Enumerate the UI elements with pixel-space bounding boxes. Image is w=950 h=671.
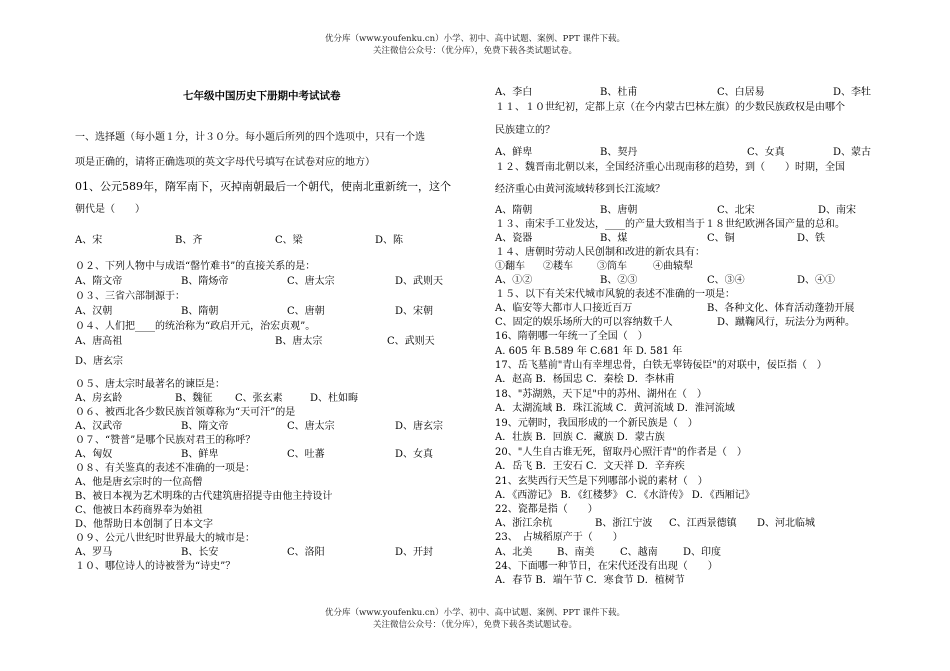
q14-item-4: ④曲辕犁 (653, 261, 693, 272)
q10-option-d: D、李牡 (833, 87, 872, 98)
q13-option-d: D、铁 (797, 233, 826, 244)
q21-options: A．《西游记》 B．《红楼梦》 C．《水浒传》 D．《西厢记》 (495, 490, 755, 501)
q11-option-a: A、鲜卑 (495, 147, 533, 158)
q1-option-a: A、宋 (75, 235, 103, 246)
q23-option-b: B、南美 (557, 547, 595, 558)
q9-option-d: D、开封 (395, 547, 434, 558)
q14-item-3: ③筒车 (597, 261, 627, 272)
q7-option-a: A、匈奴 (75, 449, 113, 460)
q9-option-c: C、洛阳 (287, 547, 325, 558)
header-line-1: 优分库（www.youfenku.cn）小学、初中、高中试题、案例、PPT 课件下载。 (325, 34, 625, 44)
section-1-instruction-a: 一、选择题（每小题１分，计３０分。每小题后所列的四个选项中，只有一个选 (75, 132, 425, 143)
q7-option-d: D、女真 (395, 449, 434, 460)
q15-option-a: A、临安等大都市人口接近百万 (495, 303, 633, 314)
q22-option-d: D、河北临城 (757, 518, 816, 529)
q13-option-b: B、煤 (600, 233, 628, 244)
header-line-2: 关注微信公众号：（优分库），免费下载各类试题试卷。 (372, 46, 577, 56)
q8-option-a: A、他是唐玄宗时的一位高僧 (75, 477, 203, 488)
q19-stem: 19、元朝时，我国形成的一个新民族是（ ） (495, 418, 698, 429)
q23-option-c: C、越南 (620, 547, 658, 558)
q15-option-d: D、蹴鞠风行，玩法分为两种。 (717, 317, 856, 328)
q10-option-a: A、李白 (495, 87, 533, 98)
exam-title: 七年级中国历史下册期中考试试卷 (183, 90, 341, 102)
q6-option-a: A、汉武帝 (75, 421, 123, 432)
q19-options: A．壮族 B．回族 C．藏族 D．蒙古族 (495, 432, 665, 443)
q15-stem: １５、以下有关宋代城市风貌的表述不准确的一项是： (495, 289, 735, 300)
q13-stem: １３、南宋手工业发达，____的产量大致相当于１８世纪欧洲各国产量的总和。 (495, 219, 845, 230)
q12-stem-b: 经济重心由黄河流域转移到长江流域？ (495, 184, 665, 195)
q14-option-c: C、③④ (707, 275, 745, 286)
q23-option-a: A、北美 (495, 547, 533, 558)
q16-stem: 16、隋朝哪一年统一了全国（ ） (495, 331, 648, 342)
section-1-instruction-b: 项是正确的，请将正确选项的英文字母代号填写在试卷对应的地方） (75, 157, 375, 168)
q6-option-d: D、唐玄宗 (395, 421, 444, 432)
q2-option-b: B、隋炀帝 (181, 276, 229, 287)
q6-option-b: B、隋文帝 (181, 421, 229, 432)
q2-option-d: D、武则天 (395, 276, 444, 287)
q12-option-a: A、隋朝 (495, 205, 533, 216)
q3-stem: ０３、三省六部制源于： (75, 291, 185, 302)
q14-option-a: A、①② (495, 275, 533, 286)
q5-option-c: C、张玄素 (235, 393, 283, 404)
q23-stem: 23、 占城稻原产于（ ） (495, 532, 623, 543)
q12-option-d: D、南宋 (818, 205, 857, 216)
q2-option-c: C、唐太宗 (287, 276, 335, 287)
q3-option-b: B、隋朝 (181, 306, 219, 317)
q1-stem-a: 01、公元589年，隋军南下，灭掉南朝最后一个朝代，使南北重新统一，这个 (75, 180, 451, 193)
q9-option-a: A、罗马 (75, 547, 113, 558)
q24-stem: 24、下面哪一种节日，在宋代还没有出现（ ） (495, 561, 718, 572)
q22-option-b: B、浙江宁波 (595, 518, 653, 529)
q17-options: A．赵高 B．杨国忠 C．秦桧 D．李林甫 (495, 374, 675, 385)
footer-line-1: 优分库（www.youfenku.cn）小学、初中、高中试题、案例、PPT 课件下载。 (325, 608, 625, 618)
q17-stem: 17、岳飞墓前"青山有幸埋忠骨，白铁无辜铸佞臣"的对联中，佞臣指（ ） (495, 360, 827, 371)
q14-option-b: B、②③ (600, 275, 638, 286)
q5-stem: ０５、唐太宗时最著名的谏臣是： (75, 379, 225, 390)
q1-option-d: D、陈 (375, 235, 404, 246)
q3-option-d: D、宋朝 (395, 306, 434, 317)
q1-option-c: C、梁 (275, 235, 303, 246)
q21-stem: 21、玄奘西行天竺是下列哪部小说的素材（ ） (495, 476, 708, 487)
q4-option-b: B、唐太宗 (275, 336, 323, 347)
q20-stem: 20、"人生自古谁无死，留取丹心照汗青"的作者是（ ） (495, 447, 747, 458)
q3-option-c: C、唐朝 (287, 306, 325, 317)
q6-stem: ０６、被西北各少数民族首领尊称为“天可汗”的是 (75, 407, 296, 418)
q18-stem: 18、"苏湖熟，天下足"中的苏州、湖州在（ ） (495, 389, 707, 400)
q11-stem-b: 民族建立的？ (495, 125, 555, 136)
q22-option-a: A、浙江余杭 (495, 518, 553, 529)
q14-item-2: ②耧车 (543, 261, 573, 272)
q8-option-c: C、他被日本药商界奉为始祖 (75, 505, 203, 516)
q12-option-b: B、唐朝 (600, 205, 638, 216)
q4-stem: ０４、人们把____的统治称为“政启开元，治宏贞观”。 (75, 321, 316, 332)
page-footer (0, 607, 950, 631)
q24-options: A．春节 B．端午节 C．寒食节 D．植树节 (495, 575, 685, 586)
q4-option-d: D、唐玄宗 (75, 356, 124, 367)
q8-option-d: D、他帮助日本创制了日本文字 (75, 519, 214, 530)
q11-option-b: B、契丹 (600, 147, 638, 158)
q3-option-a: A、汉朝 (75, 306, 113, 317)
q4-option-c: C、武则天 (387, 336, 435, 347)
q14-stem: １４、唐朝时劳动人民创制和改进的新农具有： (495, 247, 705, 258)
q23-option-d: D、印度 (683, 547, 722, 558)
q13-option-c: C、铜 (707, 233, 735, 244)
footer-line-2: 关注微信公众号：（优分库），免费下载各类试题试卷。 (372, 620, 577, 630)
q15-option-c: C、固定的娱乐场所大的可以容纳数千人 (495, 317, 673, 328)
q4-option-a: A、唐高祖 (75, 336, 123, 347)
q10-option-c: C、白居易 (717, 87, 765, 98)
q8-option-b: B、被日本视为艺术明珠的古代建筑唐招提寺由他主持设计 (75, 491, 333, 502)
q12-option-c: C、北宋 (717, 205, 755, 216)
q22-stem: 22、瓷都是指（ ） (495, 504, 598, 515)
q14-option-d: D、④① (797, 275, 836, 286)
q7-option-b: B、鲜卑 (181, 449, 219, 460)
q20-options: A．岳飞 B．王安石 C．文天祥 D．辛弃疾 (495, 461, 685, 472)
page-header (0, 33, 950, 57)
q2-option-a: A、隋文帝 (75, 276, 123, 287)
q10-option-b: B、杜甫 (600, 87, 638, 98)
q11-option-d: D、蒙古 (833, 147, 872, 158)
q1-option-b: B、齐 (175, 235, 203, 246)
q16-options: A. 605 年 B.589 年 C.681 年 D. 581 年 (495, 346, 683, 357)
q7-stem: ０７、“赞普”是哪个民族对君王的称呼？ (75, 435, 256, 446)
q18-options: A．太湖流域 B．珠江流域 C．黄河流域 D．淮河流域 (495, 403, 735, 414)
q1-stem-b: 朝代是（ ） (75, 204, 145, 215)
q13-option-a: A、瓷器 (495, 233, 533, 244)
q9-option-b: B、长安 (181, 547, 219, 558)
q15-option-b: B、各种文化、体育活动蓬勃开展 (707, 303, 855, 314)
q22-option-c: C、江西景德镇 (669, 518, 737, 529)
q14-item-1: ①翻车 (495, 261, 525, 272)
q12-stem-a: １２、魏晋南北朝以来，全国经济重心出现南移的趋势，到（ ）时期，全国 (495, 162, 845, 173)
q7-option-c: C、吐蕃 (287, 449, 325, 460)
q5-option-b: B、魏征 (175, 393, 213, 404)
q8-stem: ０８、有关鉴真的表述不准确的一项是： (75, 463, 255, 474)
q5-option-d: D、杜如晦 (310, 393, 359, 404)
q6-option-c: C、唐太宗 (287, 421, 335, 432)
q9-stem: ０９、公元八世纪时世界最大的城市是： (75, 533, 255, 544)
q2-stem: ０２、下列人物中与成语“罄竹难书”的直接关系的是： (75, 261, 316, 272)
q11-stem-a: １１、１０世纪初，定都上京（在今内蒙古巴林左旗）的少数民族政权是由哪个 (495, 102, 845, 113)
q11-option-c: C、女真 (747, 147, 785, 158)
q5-option-a: A、房玄龄 (75, 393, 123, 404)
q10-stem: １０、哪位诗人的诗被誉为“诗史”？ (75, 561, 236, 572)
